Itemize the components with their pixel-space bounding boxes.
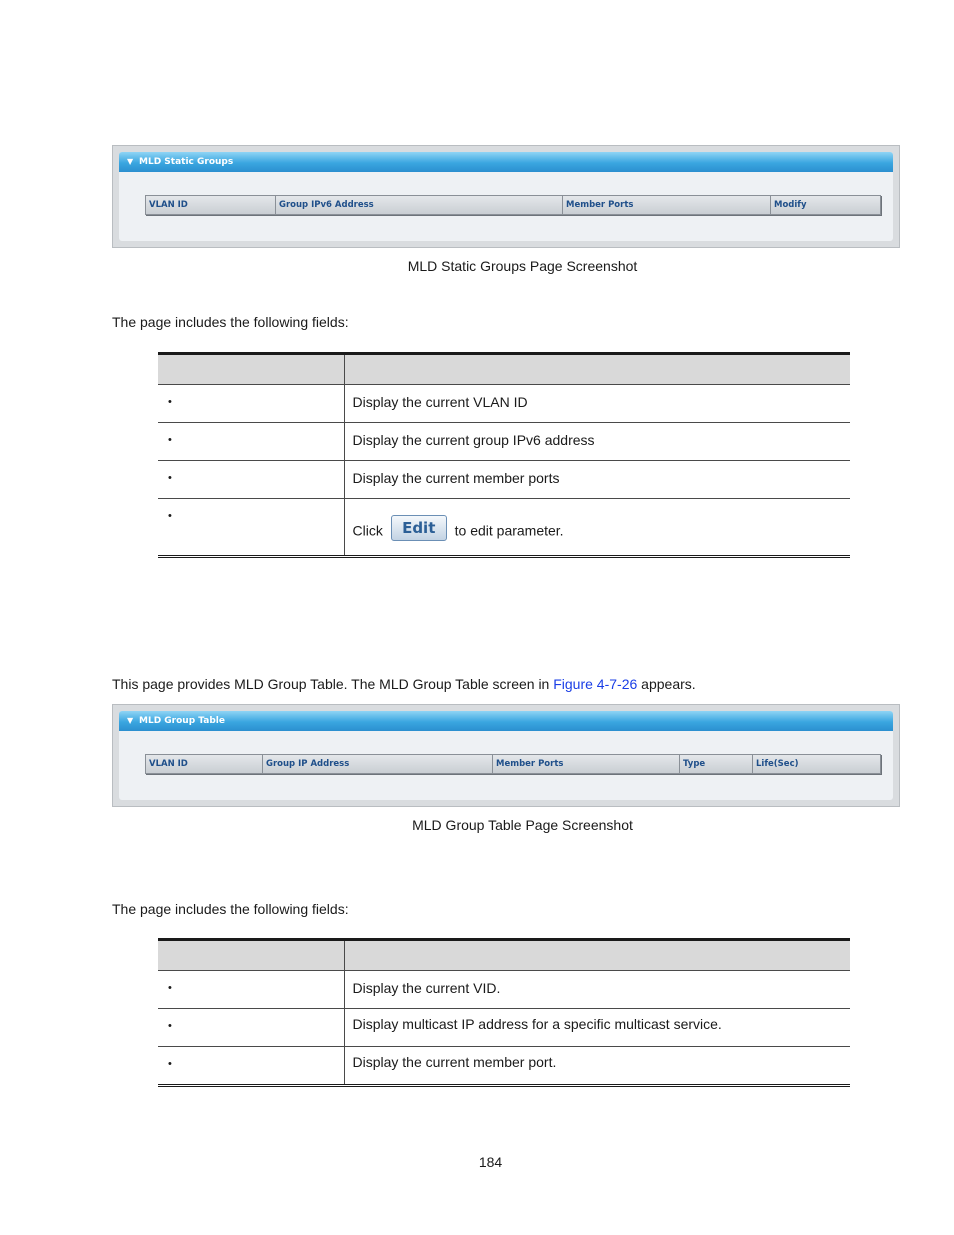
column-header-modify[interactable]: Modify xyxy=(774,200,807,210)
column-header-member-ports[interactable]: Member Ports xyxy=(493,755,680,773)
bullet: • xyxy=(168,1020,172,1032)
section-intro-text: This page provides MLD Group Table. The MLD Group Table screen in xyxy=(112,676,554,692)
field-description: Display the current VID. xyxy=(344,971,850,1009)
panel-header[interactable] xyxy=(119,152,893,172)
table-row xyxy=(158,385,850,423)
column-header-type[interactable]: Type xyxy=(680,755,753,773)
figure-caption: MLD Group Table Page Screenshot xyxy=(412,817,633,833)
field-description: Display the current member ports xyxy=(344,461,850,499)
column-header-group-ipv6-address[interactable]: Group IPv6 Address xyxy=(276,196,563,214)
panel-title: MLD Group Table xyxy=(139,716,225,726)
column-header-vlan-id[interactable]: VLAN ID xyxy=(146,755,263,773)
bullet: • xyxy=(168,472,172,484)
panel xyxy=(119,152,893,241)
fields-intro: The page includes the following fields: xyxy=(112,314,349,330)
field-description: Display multicast IP address for a specific multicast service. xyxy=(344,1009,850,1047)
collapse-arrow-icon[interactable]: ▼ xyxy=(127,157,134,166)
panel-header[interactable] xyxy=(119,711,893,731)
bullet: • xyxy=(168,982,172,994)
edit-instruction: to edit parameter. xyxy=(454,522,564,539)
fields-table xyxy=(158,352,850,558)
figure-link[interactable]: Figure 4-7-26 xyxy=(553,676,638,692)
table-header xyxy=(158,354,850,385)
field-description: Display the current group IPv6 address xyxy=(344,423,850,461)
column-header-vlan-id[interactable]: VLAN ID xyxy=(146,196,276,214)
table-header-row xyxy=(145,754,881,774)
mld-group-table-screenshot xyxy=(112,704,900,807)
click-text: Click xyxy=(352,522,383,539)
column-header-life-sec[interactable]: Life(Sec) xyxy=(756,759,799,769)
mld-static-groups-screenshot xyxy=(112,145,900,248)
table-row xyxy=(158,971,850,1009)
bullet: • xyxy=(168,396,172,408)
table-row xyxy=(158,1047,850,1086)
field-description: Display the current VLAN ID xyxy=(344,385,850,423)
table-row xyxy=(158,499,850,557)
table-row xyxy=(158,423,850,461)
table-header-row xyxy=(145,195,881,215)
bullet: • xyxy=(168,510,172,522)
page-number: 184 xyxy=(478,1154,503,1170)
bullet: • xyxy=(168,434,172,446)
bullet: • xyxy=(168,1058,172,1070)
panel xyxy=(119,711,893,800)
field-description xyxy=(344,499,850,557)
column-header-member-ports[interactable]: Member Ports xyxy=(563,196,771,214)
panel-title: MLD Static Groups xyxy=(139,157,234,167)
table-row xyxy=(158,1009,850,1047)
table-row xyxy=(158,461,850,499)
edit-button[interactable]: Edit xyxy=(391,515,447,541)
section-intro-text-end: appears. xyxy=(637,676,696,692)
column-header-group-ip-address[interactable]: Group IP Address xyxy=(263,755,493,773)
fields-table xyxy=(158,938,850,1087)
collapse-arrow-icon[interactable]: ▼ xyxy=(127,716,134,725)
section-intro xyxy=(112,676,696,692)
table-header xyxy=(158,940,850,971)
fields-intro: The page includes the following fields: xyxy=(112,901,349,917)
field-description: Display the current member port. xyxy=(344,1047,850,1086)
figure-caption: MLD Static Groups Page Screenshot xyxy=(407,258,638,274)
